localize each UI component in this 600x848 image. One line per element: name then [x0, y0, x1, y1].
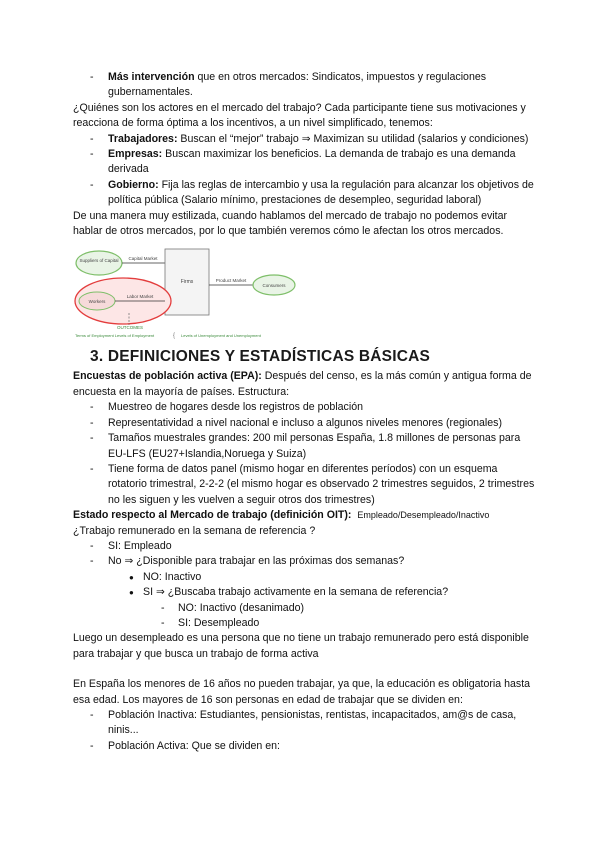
list-item: - Tiene forma de datos panel (mismo hogar en diferentes períodos) con un esquema rotatorio trimestral, 2-2-2 (el mismo hogar es observado 2 trimestres seguidos, 2 trimestres no les siguen y les vuelven a seguir otros dos trimestres): [73, 462, 536, 508]
list-item: - Muestreo de hogares desde los registros de población: [73, 400, 536, 415]
list-item: - Tamaños muestrales grandes: 200 mil personas España, 1.8 millones de personas para EU-LFS (EU27+Islandia,Noruega y Suiza): [73, 431, 536, 462]
actors-list: [73, 132, 536, 209]
oit-question: ¿Trabajo remunerado en la semana de referencia ?: [73, 524, 316, 537]
capital-market-label: Capital Market: [128, 256, 158, 262]
list-item: - Representatividad a nivel nacional e incluso a algunos niveles menores (regionales): [73, 416, 536, 431]
intervention-list: [73, 70, 536, 101]
list-item: - Empresas: Buscan maximizar los beneficios. La demanda de trabajo es una demanda derivada: [73, 147, 536, 178]
oit-definition: Estado respecto al Mercado de trabajo (definición OIT): Empleado/Desempleado/Inactivo: [73, 509, 490, 522]
diagram-svg: [73, 245, 373, 343]
labor-market-diagram: [73, 245, 373, 343]
actors-paragraph: ¿Quiénes son los actores en el mercado del trabajo? Cada participante tiene sus motivaciones y reacciona de forma óptima a los incentivos, a un nivel simplificado, tenemos:: [73, 101, 526, 130]
outcomes-label: OUTCOMES: [117, 325, 144, 331]
list-item: - SI: Empleado: [73, 539, 536, 554]
list-item: - Más intervención que en otros mercados: Sindicatos, impuestos y regulaciones gubernamentales.: [73, 70, 536, 101]
population-list: [73, 708, 536, 754]
spain-paragraph: En España los menores de 16 años no pueden trabajar, ya que, la educación es obligatoria hasta esa edad. Los mayores de 16 son personas en edad de trabajar que se dividen en:: [73, 678, 531, 706]
section-heading: 3. DEFINICIONES Y ESTADÍSTICAS BÁSICAS: [90, 348, 431, 366]
oit-subtree: [73, 570, 536, 601]
list-item: ● NO: Inactivo: [73, 570, 536, 585]
list-item: - No ⇒ ¿Disponible para trabajar en las próximas dos semanas?: [73, 554, 536, 569]
markets-paragraph: De una manera muy estilizada, cuando hablamos del mercado de trabajo no podemos evitar hablar de otros mercados, por lo que también veremos cómo le afectan los otros mercados.: [73, 209, 508, 238]
firms-label: Firms: [180, 279, 194, 286]
product-market-label: Product Market: [215, 278, 247, 284]
list-item: - Población Activa: Que se dividen en:: [73, 739, 536, 754]
list-item: ● SI ⇒ ¿Buscaba trabajo activamente en la semana de referencia?: [73, 585, 536, 600]
list-item: - Trabajadores: Buscan el “mejor” trabajo ⇒ Maximizan su utilidad (salarios y condiciones): [73, 132, 536, 147]
epa-structure-list: [73, 400, 536, 508]
outcome-right-label: Levels of Unemployment and Unemployment: [181, 333, 261, 339]
outcome-left-label: Terms of Employment Levels of Employment: [75, 333, 155, 339]
list-item: - SI: Desempleado: [73, 616, 536, 631]
unemployed-paragraph: Luego un desempleado es una persona que no tiene un trabajo remunerado pero está disponible para trabajar y que busca un trabajo de forma activa: [73, 632, 529, 660]
epa-paragraph: Encuestas de población activa (EPA): Después del censo, es la más común y antigua forma de encuesta en la mayoría de países. Estructura:: [73, 370, 532, 398]
spacer: [73, 662, 536, 677]
outcome-brace: {: [173, 333, 176, 340]
capital-owners-node: [76, 251, 122, 275]
oit-subsubtree: [73, 601, 536, 632]
capital-owners-label: Suppliers of Capital: [79, 258, 119, 264]
consumers-label: Consumers: [262, 283, 286, 289]
workers-label: Workers: [88, 299, 106, 305]
list-item: - NO: Inactivo (desanimado): [73, 601, 536, 616]
list-item: - Población Inactiva: Estudiantes, pensionistas, rentistas, incapacitados, am@s de casa, ninis...: [73, 708, 536, 739]
labor-market-label: Labor Market: [126, 294, 154, 300]
list-item: - Gobierno: Fija las reglas de intercambio y usa la regulación para alcanzar los objetivos de política pública (Salario mínimo, prestaciones de desempleo, seguridad laboral): [73, 178, 536, 209]
oit-tree: [73, 539, 536, 570]
